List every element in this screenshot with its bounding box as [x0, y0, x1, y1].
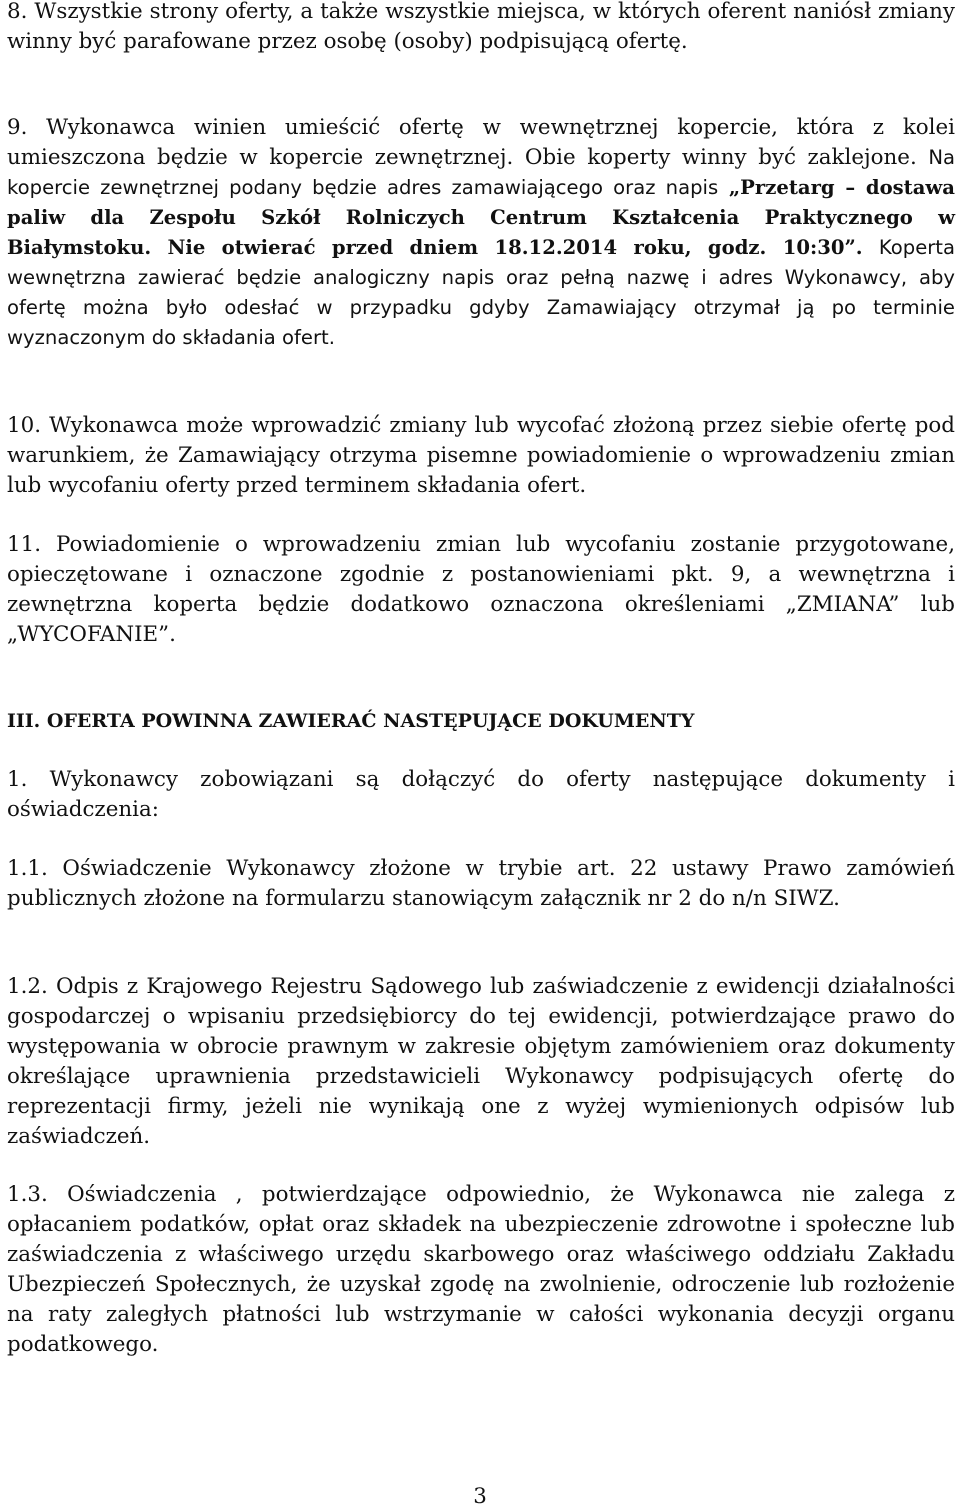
section-item-1-2: 1.2. Odpis z Krajowego Rejestru Sądowego lub zaświadczenie z ewidencji działalności gospodarczej o wpisaniu przedsiębiorcy do tej ewidencji, potwierdzające prawo do występowania w obrocie prawnym w zakresie objętym zamówieniem oraz dokumenty określające uprawnienia przedstawicieli Wykonawcy podpisujących ofertę do reprezentacji firmy, jeżeli nie wynikają one z wyżej wymienionych odpisów lub zaświadczeń. [7, 974, 955, 1149]
section-item-1-3: 1.3. Oświadczenia , potwierdzające odpowiednio, że Wykonawca nie zalega z opłacaniem podatków, opłat oraz składek na ubezpieczenie zdrowotne i społeczne lub zaświadczenia z właściwego urzędu skarbowego oraz właściwego oddziału Zakładu Ubezpieczeń Społecznych, że uzyskał zgodę na zwolnienie, odroczenie lub rozłożenie na raty zaległych płatności lub wstrzymanie w całości wykonania decyzji organu podatkowego. [7, 1182, 955, 1357]
section-item-1-1: 1.1. Oświadczenie Wykonawcy złożone w trybie art. 22 ustawy Prawo zamówień publicznych złożone na formularzu stanowiącym załącznik nr 2 do n/n SIWZ. [7, 856, 955, 911]
paragraph-8: 8. Wszystkie strony oferty, a także wszystkie miejsca, w których oferent naniósł zmiany winny być parafowane przez osobę (osoby) podpisującą ofertę. [7, 0, 955, 54]
paragraph-9 [7, 113, 955, 353]
section-item-1: 1. Wykonawcy zobowiązani są dołączyć do oferty następujące dokumenty i oświadczenia: [7, 767, 955, 822]
page-number: 3 [473, 1484, 487, 1509]
paragraph-11: 11. Powiadomienie o wprowadzeniu zmian lub wycofaniu zostanie przygotowane, opieczętowane i oznaczone zgodnie z postanowieniami pkt. 9, a wewnętrzna i zewnętrzna koperta będzie dodatkowo oznaczona określeniami „ZMIANA” lub „WYCOFANIE”. [7, 532, 955, 647]
paragraph-9-inner-envelope: Koperta wewnętrzna zawierać będzie analogiczny napis oraz pełną nazwę i adres Wykonawcy, aby ofertę można było odesłać w przypadku gdyby Zamawiający otrzymał ją po terminie wyznaczonym do składania ofert. [7, 236, 955, 349]
paragraph-9-intro: 9. Wykonawca winien umieścić ofertę w wewnętrznej kopercie, która z kolei umieszczona będzie w kopercie zewnętrznej. Obie koperty winny być zaklejone. [7, 115, 955, 170]
paragraph-9-address: Na kopercie zewnętrznej podany będzie adres zamawiającego oraz napis [7, 146, 955, 199]
section-heading: III. OFERTA POWINNA ZAWIERAĆ NASTĘPUJĄCE DOKUMENTY [7, 710, 695, 732]
paragraph-10: 10. Wykonawca może wprowadzić zmiany lub wycofać złożoną przez siebie ofertę pod warunkiem, że Zamawiający otrzyma pisemne powiadomienie o wprowadzeniu zmian lub wycofaniu oferty przed terminem składania ofert. [7, 413, 955, 498]
paragraph-9-envelope-label: „Przetarg – dostawa paliw dla Zespołu Szkół Rolniczych Centrum Kształcenia Praktycznego w Białymstoku. Nie otwierać przed dniem 18.12.2014 roku, godz. 10:30”. [7, 176, 955, 259]
